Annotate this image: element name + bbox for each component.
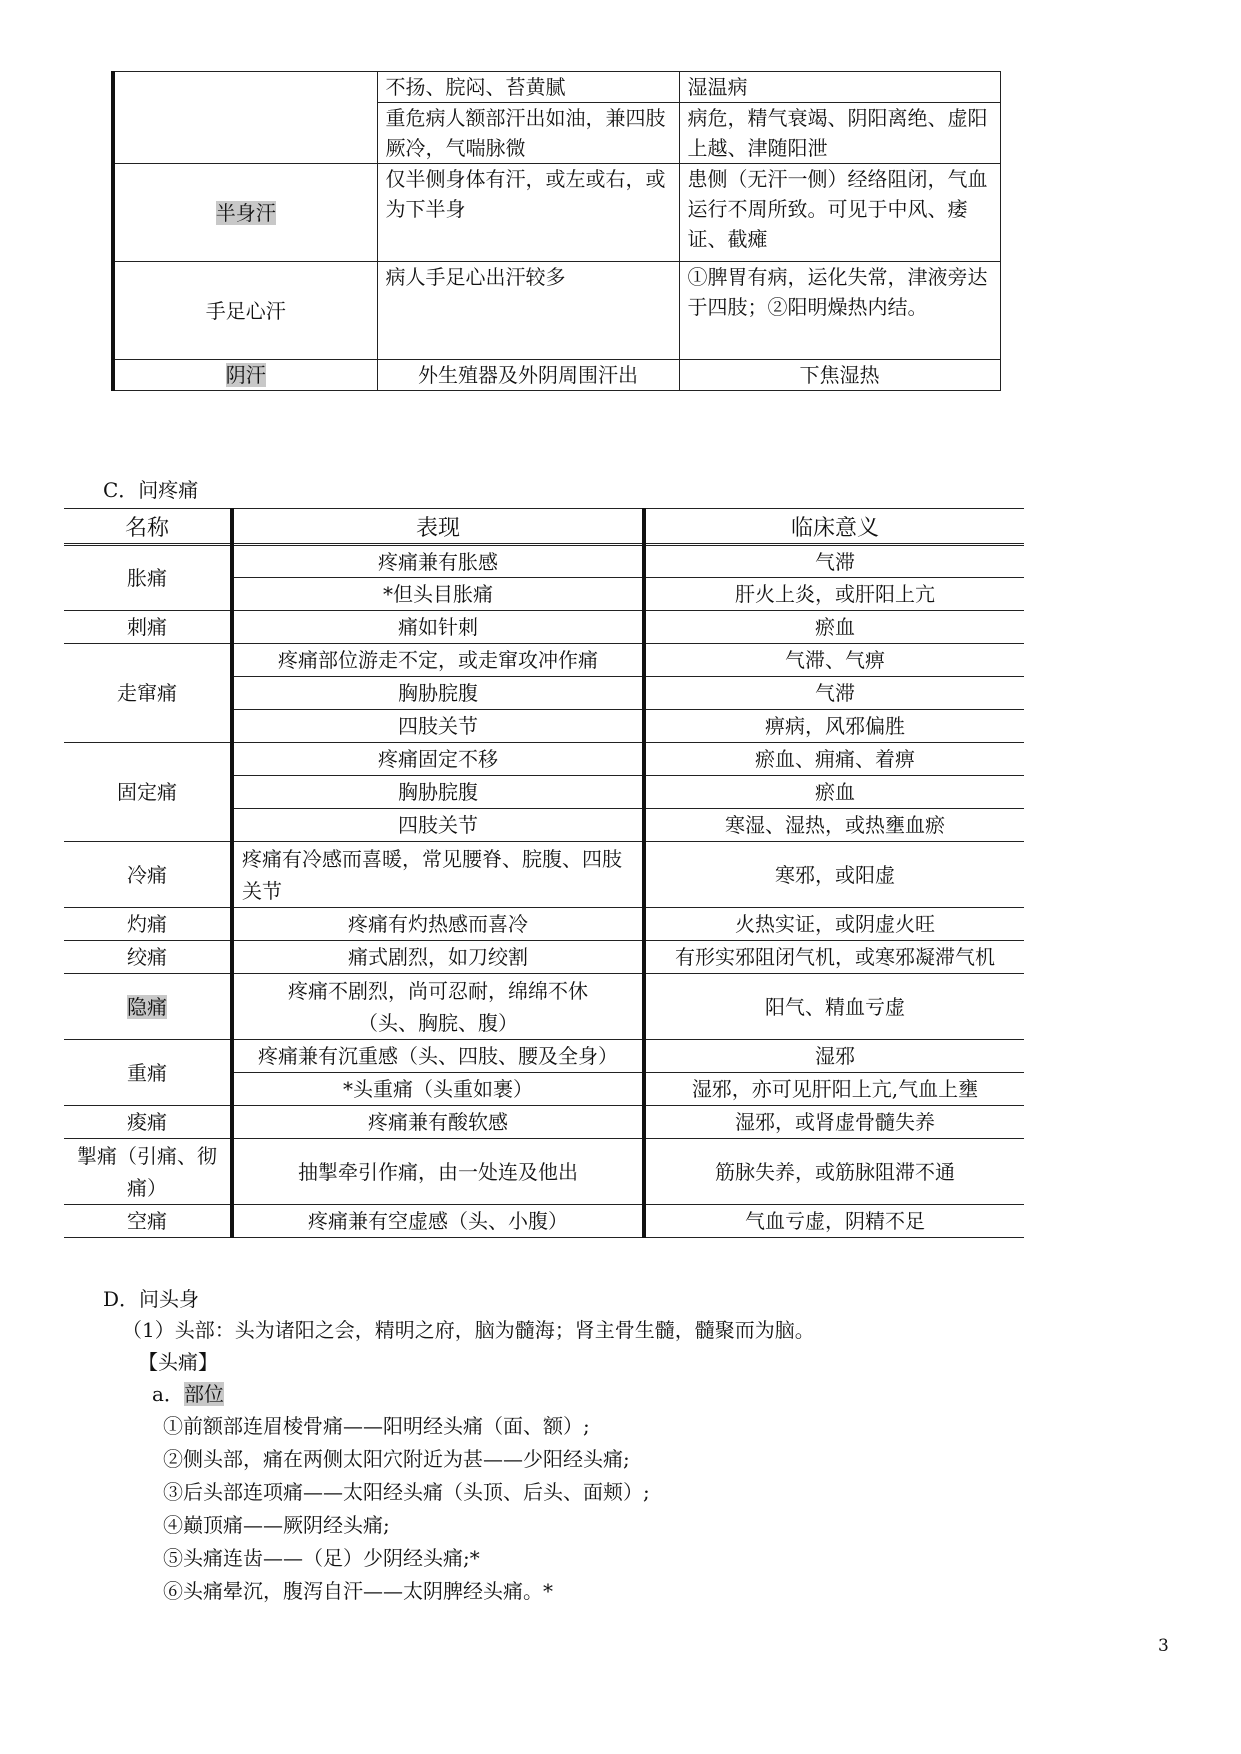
list-item: ①前额部连眉棱骨痛——阳明经头痛（面、额）; — [163, 1414, 590, 1438]
sweat-meaning-cell: ①脾胃有病，运化失常，津液旁达于四肢；②阳明燥热内结。 — [679, 262, 1000, 360]
list-label: a． — [152, 1382, 184, 1406]
sweat-name-cell — [113, 72, 377, 164]
sweat-meaning-cell: 病危，精气衰竭、阴阳离绝、虚阳上越、津随阳泄 — [679, 103, 1000, 164]
pain-name: 绞痛 — [64, 941, 232, 974]
sweat-name-cell: 半身汗 — [113, 164, 377, 262]
pain-manifest: 胸胁脘腹 — [232, 776, 644, 809]
pain-manifest: 痛如针刺 — [232, 611, 644, 644]
section-d-paragraph: （1）头部：头为诸阳之会，精明之府，脑为髓海；肾主骨生髓，髓聚而为脑。 — [122, 1318, 815, 1342]
pain-manifest: 痛式剧烈，如刀绞割 — [232, 941, 644, 974]
table-row — [64, 1106, 1024, 1139]
pain-name: 重痛 — [64, 1040, 232, 1106]
pain-name: 胀痛 — [64, 545, 232, 611]
pain-meaning: 湿邪 — [644, 1040, 1024, 1073]
pain-name: 冷痛 — [64, 842, 232, 908]
sweat-table — [0, 71, 1001, 391]
table-row — [64, 974, 1024, 1040]
pain-name: 掣痛（引痛、彻痛） — [64, 1139, 232, 1205]
pain-manifest: 四肢关节 — [232, 710, 644, 743]
list-item: ②侧头部，痛在两侧太阳穴附近为甚——少阳经头痛; — [163, 1447, 630, 1471]
sweat-name-cell: 阴汗 — [113, 360, 377, 391]
table-row — [64, 941, 1024, 974]
table-row — [0, 72, 1000, 103]
pain-name: 痠痛 — [64, 1106, 232, 1139]
sweat-manifest-cell: 仅半侧身体有汗，或左或右，或为下半身 — [377, 164, 679, 262]
table-row — [64, 1040, 1024, 1073]
table-row — [64, 1205, 1024, 1238]
table-row — [64, 1139, 1024, 1205]
pain-name: 灼痛 — [64, 908, 232, 941]
pain-meaning: 湿邪，亦可见肝阳上亢,气血上壅 — [644, 1073, 1024, 1106]
table-row — [64, 611, 1024, 644]
pain-manifest: 四肢关节 — [232, 809, 644, 842]
table-row — [64, 908, 1024, 941]
pain-manifest: 疼痛不剧烈，尚可忍耐，绵绵不休（头、胸脘、腹） — [232, 974, 644, 1040]
pain-manifest: 疼痛兼有胀感 — [232, 545, 644, 578]
pain-manifest: 疼痛兼有空虚感（头、小腹） — [232, 1205, 644, 1238]
pain-meaning: 肝火上炎，或肝阳上亢 — [644, 578, 1024, 611]
pain-meaning: 瘀血、痈痛、着痹 — [644, 743, 1024, 776]
list-item: ③后头部连项痛——太阳经头痛（头顶、后头、面颊）; — [163, 1480, 650, 1504]
pain-manifest: 疼痛有冷感而喜暖，常见腰脊、脘腹、四肢关节 — [232, 842, 644, 908]
header-manifest: 表现 — [232, 509, 644, 545]
header-name: 名称 — [64, 509, 232, 545]
section-d-a-heading — [152, 1378, 224, 1411]
pain-manifest: 疼痛固定不移 — [232, 743, 644, 776]
pain-manifest: 抽掣牵引作痛，由一处连及他出 — [232, 1139, 644, 1205]
table-row — [0, 164, 1000, 262]
list-item: ⑤头痛连齿——（足）少阴经头痛;* — [163, 1546, 480, 1570]
table-row — [0, 360, 1000, 391]
pain-meaning: 寒邪，或阳虚 — [644, 842, 1024, 908]
pain-meaning: 火热实证，或阴虚火旺 — [644, 908, 1024, 941]
table-header-row — [64, 509, 1024, 545]
pain-meaning: 痹病，风邪偏胜 — [644, 710, 1024, 743]
pain-table — [64, 508, 1024, 1238]
pain-meaning: 瘀血 — [644, 776, 1024, 809]
table-row — [64, 545, 1024, 578]
table-row — [64, 842, 1024, 908]
pain-name: 隐痛 — [64, 974, 232, 1040]
pain-manifest: 疼痛有灼热感而喜冷 — [232, 908, 644, 941]
pain-manifest: *但头目胀痛 — [232, 578, 644, 611]
pain-meaning: 湿邪，或肾虚骨髓失养 — [644, 1106, 1024, 1139]
pain-manifest: 疼痛兼有沉重感（头、四肢、腰及全身） — [232, 1040, 644, 1073]
pain-meaning: 气血亏虚，阴精不足 — [644, 1205, 1024, 1238]
pain-manifest: 胸胁脘腹 — [232, 677, 644, 710]
header-meaning: 临床意义 — [644, 509, 1024, 545]
pain-meaning: 有形实邪阻闭气机，或寒邪凝滞气机 — [644, 941, 1024, 974]
table-row — [64, 644, 1024, 677]
sweat-name-cell: 手足心汗 — [113, 262, 377, 360]
sweat-meaning-cell: 下焦湿热 — [679, 360, 1000, 391]
pain-manifest: *头重痛（头重如裹） — [232, 1073, 644, 1106]
pain-name: 走窜痛 — [64, 644, 232, 743]
list-item: ⑥头痛晕沉，腹泻自汗——太阴脾经头痛。* — [163, 1579, 553, 1603]
sweat-manifest-cell: 病人手足心出汗较多 — [377, 262, 679, 360]
pain-meaning: 阳气、精血亏虚 — [644, 974, 1024, 1040]
pain-name: 固定痛 — [64, 743, 232, 842]
pain-meaning: 瘀血 — [644, 611, 1024, 644]
page-number: 3 — [1158, 1636, 1169, 1656]
pain-meaning: 气滞 — [644, 677, 1024, 710]
pain-name: 空痛 — [64, 1205, 232, 1238]
head-pain-location-list — [163, 1410, 650, 1608]
list-title: 部位 — [183, 1382, 224, 1406]
pain-meaning: 筋脉失养，或筋脉阻滞不通 — [644, 1139, 1024, 1205]
sweat-meaning-cell: 湿温病 — [679, 72, 1000, 103]
pain-meaning: 寒湿、湿热，或热壅血瘀 — [644, 809, 1024, 842]
table-row — [64, 743, 1024, 776]
section-d-subheading: 【头痛】 — [138, 1350, 218, 1374]
pain-name: 刺痛 — [64, 611, 232, 644]
section-c-title: C．问疼痛 — [103, 478, 199, 502]
pain-meaning: 气滞 — [644, 545, 1024, 578]
pain-meaning: 气滞、气痹 — [644, 644, 1024, 677]
sweat-manifest-cell: 不扬、脘闷、苔黄腻 — [377, 72, 679, 103]
sweat-manifest-cell: 外生殖器及外阴周围汗出 — [377, 360, 679, 391]
pain-manifest: 疼痛兼有酸软感 — [232, 1106, 644, 1139]
table-row — [0, 262, 1000, 360]
section-d-title: D．问头身 — [103, 1287, 200, 1311]
pain-manifest: 疼痛部位游走不定，或走窜攻冲作痛 — [232, 644, 644, 677]
sweat-meaning-cell: 患侧（无汗一侧）经络阻闭，气血运行不周所致。可见于中风、痿证、截瘫 — [679, 164, 1000, 262]
list-item: ④巅顶痛——厥阴经头痛; — [163, 1513, 390, 1537]
sweat-manifest-cell: 重危病人额部汗出如油，兼四肢厥冷，气喘脉微 — [377, 103, 679, 164]
